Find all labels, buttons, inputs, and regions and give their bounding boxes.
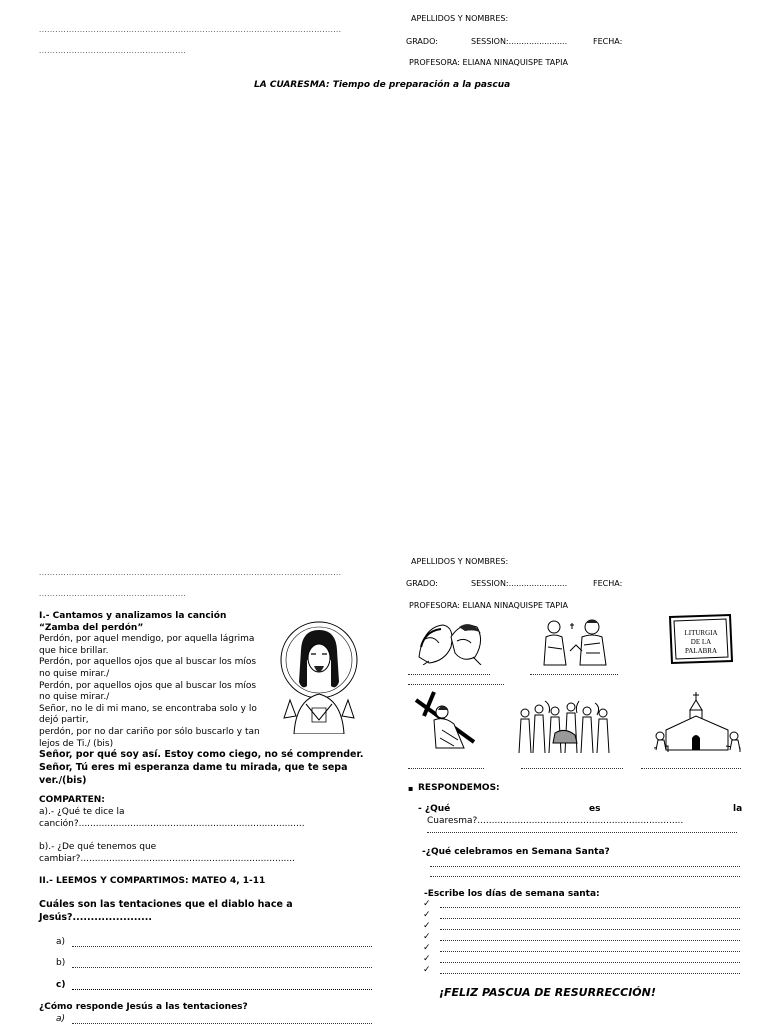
name-dotted-line: ............................................................................................................... xyxy=(39,26,342,34)
apellidos-label: APELLIDOS Y NOMBRES: xyxy=(411,14,509,23)
song-line: perdón, por no dar cariño por sólo buscarlo y tan lejos de Ti./ (bis) xyxy=(39,726,260,749)
answer-c-label: c) xyxy=(56,980,66,990)
svg-text:DE LA: DE LA xyxy=(690,638,712,646)
song-chorus-1: Señor, por qué soy así. Estoy como ciego, no sé comprender. xyxy=(39,749,364,760)
image-answer-line[interactable] xyxy=(530,674,618,675)
day-answer-line[interactable] xyxy=(440,929,740,930)
q1-part1: - ¿Qué xyxy=(418,804,451,814)
closing-message: ¡FELIZ PASCUA DE RESURRECCIÓN! xyxy=(439,986,656,999)
name-dotted-line: ............................................................................................................... xyxy=(39,569,342,577)
image-answer-line[interactable] xyxy=(641,768,741,769)
temptations-question: Cuáles son las tentaciones que el diablo hace a Jesús?...................... xyxy=(39,899,293,923)
svg-text:PALABRA: PALABRA xyxy=(684,647,718,655)
cuaresma-answer-line-2[interactable] xyxy=(427,832,737,833)
day-answer-line[interactable] xyxy=(440,907,740,908)
song-line: Señor, no le di mi mano, se encontraba solo y lo dejó partir, xyxy=(39,703,257,726)
answer-a-line[interactable] xyxy=(72,946,372,947)
section2-heading: II.- LEEMOS Y COMPARTIMOS: MATEO 4, 1-11 xyxy=(39,876,266,886)
page-title: LA CUARESMA: Tiempo de preparación a la pascua xyxy=(254,80,511,90)
session-label: SESSION:....................... xyxy=(471,37,568,46)
fecha-label: FECHA: xyxy=(593,579,623,588)
answer-a2-label: a) xyxy=(56,1014,66,1024)
answer-b-line[interactable] xyxy=(72,967,372,968)
answer-line-a[interactable]: canción?............................................................................... xyxy=(39,819,305,829)
church-illustration xyxy=(652,690,742,754)
song-heading: I.- Cantamos y analizamos la canción xyxy=(39,611,227,621)
answer-a-label: a) xyxy=(56,937,66,947)
answer-b-label: b) xyxy=(56,958,66,968)
semana-santa-question: -¿Qué celebramos en Semana Santa? xyxy=(422,847,610,857)
jesus-illustration xyxy=(276,620,362,734)
check-icon: ✓ xyxy=(423,899,431,909)
bullet-icon: ▪ xyxy=(408,784,414,793)
jesus-carrying-cross-illustration xyxy=(414,690,476,750)
semana-santa-line-2[interactable] xyxy=(430,876,740,877)
day-answer-line[interactable] xyxy=(440,940,740,941)
name-dotted-line-2: ...................................................... xyxy=(39,590,187,598)
cuaresma-answer-line[interactable]: Cuaresma?........................................................................ xyxy=(427,816,684,826)
fecha-label: FECHA: xyxy=(593,37,623,46)
liturgy-book-illustration xyxy=(668,613,734,665)
session-label: SESSION:....................... xyxy=(471,579,568,588)
day-answer-line[interactable] xyxy=(440,973,740,974)
people-praying-illustration xyxy=(540,617,612,667)
judas-kiss-illustration xyxy=(415,617,487,665)
song-line: Perdón, por aquellos ojos que al buscar los míos no quise mirar./ xyxy=(39,680,257,703)
profesora-label: PROFESORA: ELIANA NINAQUISPE TAPIA xyxy=(409,601,568,610)
answer-c-line[interactable] xyxy=(72,989,372,990)
check-icon: ✓ xyxy=(423,965,431,975)
day-answer-line[interactable] xyxy=(440,962,740,963)
song-title: “Zamba del perdón” xyxy=(39,622,144,633)
day-answer-line[interactable] xyxy=(440,918,740,919)
image-answer-line[interactable] xyxy=(408,674,490,675)
song-chorus-2: Señor, Tú eres mi esperanza dame tu mirada, que te sepa ver./(bis) xyxy=(39,762,348,786)
grado-label: GRADO: xyxy=(406,37,438,46)
respondemos-heading: RESPONDEMOS: xyxy=(418,783,500,793)
image-answer-line[interactable] xyxy=(408,768,484,769)
svg-text:LITURGIA: LITURGIA xyxy=(684,629,718,637)
palm-sunday-illustration xyxy=(515,699,613,755)
check-icon: ✓ xyxy=(423,910,431,920)
song-line: Perdón, por aquellos ojos que al buscar los míos no quise mirar./ xyxy=(39,657,257,679)
answer-line-b[interactable]: cambiar?........................................................................... xyxy=(39,854,295,864)
image-answer-line[interactable] xyxy=(521,768,623,769)
name-dotted-line-2: ...................................................... xyxy=(39,47,187,55)
q1-part2: es xyxy=(589,804,601,814)
check-icon: ✓ xyxy=(423,954,431,964)
jesus-response-question: ¿Cómo responde Jesús a las tentaciones? xyxy=(39,1002,248,1012)
question-b: b).- ¿De qué tenemos que xyxy=(39,842,157,852)
semana-santa-line-1[interactable] xyxy=(430,866,740,867)
apellidos-label: APELLIDOS Y NOMBRES: xyxy=(411,557,509,566)
comparten-heading: COMPARTEN: xyxy=(39,795,105,805)
profesora-label: PROFESORA: ELIANA NINAQUISPE TAPIA xyxy=(409,58,568,67)
check-icon: ✓ xyxy=(423,932,431,942)
grado-label: GRADO: xyxy=(406,579,438,588)
check-icon: ✓ xyxy=(423,921,431,931)
song-section xyxy=(39,611,269,750)
day-answer-line[interactable] xyxy=(440,951,740,952)
check-icon: ✓ xyxy=(423,943,431,953)
q1-part3: la xyxy=(733,804,743,814)
question-a: a).- ¿Qué te dice la xyxy=(39,807,125,817)
days-question: -Escribe los días de semana santa: xyxy=(424,889,600,899)
image-answer-line[interactable] xyxy=(408,684,504,685)
song-line: Perdón, por aquel mendigo, por aquella lágrima que hice brillar. xyxy=(39,634,255,656)
